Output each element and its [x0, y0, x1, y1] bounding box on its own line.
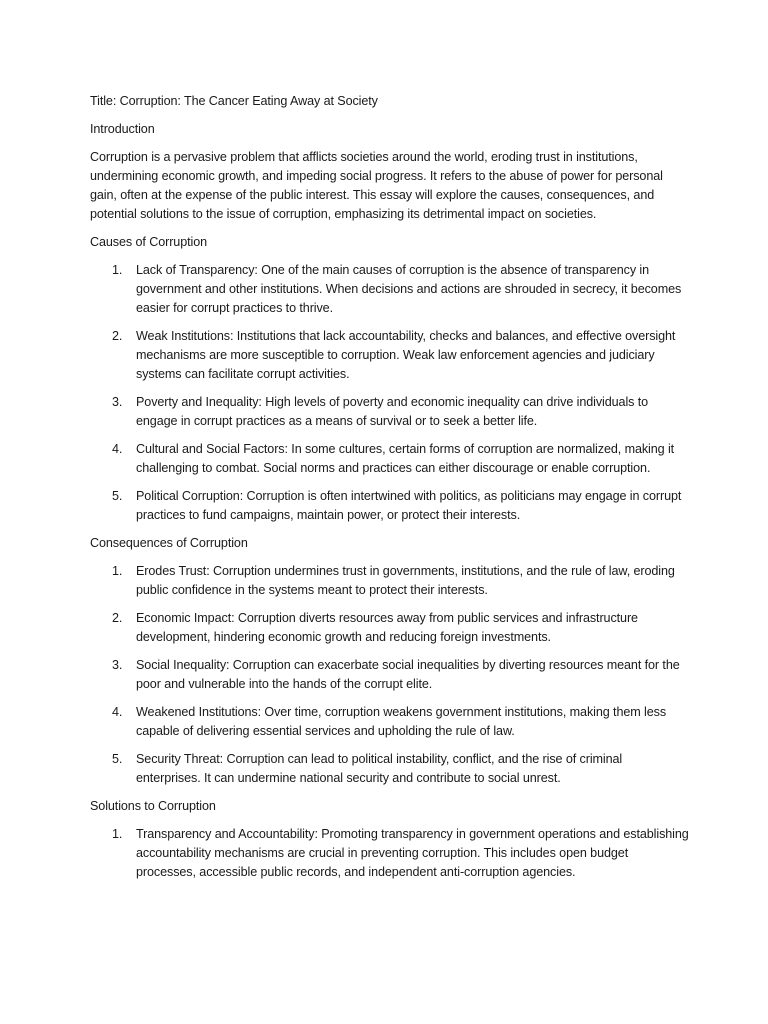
- list-number: 1.: [112, 263, 123, 277]
- introduction-paragraph: Corruption is a pervasive problem that afflicts societies around the world, eroding trust in institutions, undermining economic growth, and impeding social progress. It refers to the abuse of power for personal gain, often at the expense of the public interest. This essay will explore the causes, consequences, and potential solutions to the issue of corruption, emphasizing its detrimental impact on societies.: [90, 150, 663, 221]
- list-number: 2.: [112, 611, 123, 625]
- list-item: [90, 656, 690, 694]
- list-number: 3.: [112, 658, 123, 672]
- list-item-text: Weakened Institutions: Over time, corruption weakens government institutions, making them less capable of delivering essential services and upholding the rule of law.: [136, 705, 667, 738]
- list-number: 1.: [112, 564, 123, 578]
- list-item: [90, 825, 690, 882]
- list-item-text: Social Inequality: Corruption can exacerbate social inequalities by diverting resources meant for the poor and vulnerable into the hands of the corrupt elite.: [136, 658, 680, 691]
- document-title: Title: Corruption: The Cancer Eating Away at Society: [90, 94, 378, 108]
- list-number: 4.: [112, 442, 123, 456]
- list-item: [90, 609, 690, 647]
- list-item: [90, 487, 690, 525]
- causes-list: [90, 261, 690, 525]
- list-item-text: Political Corruption: Corruption is often intertwined with politics, as politicians may engage in corrupt practices to fund campaigns, maintain power, or protect their interests.: [136, 489, 682, 522]
- list-item: [90, 562, 690, 600]
- list-item: [90, 261, 690, 318]
- section-heading-consequences: Consequences of Corruption: [90, 536, 248, 550]
- list-number: 1.: [112, 827, 123, 841]
- list-item-text: Cultural and Social Factors: In some cultures, certain forms of corruption are normalized, making it challenging to combat. Social norms and practices can either discourage or enable corruption.: [136, 442, 675, 475]
- list-item-text: Erodes Trust: Corruption undermines trust in governments, institutions, and the rule of law, eroding public confidence in the systems meant to protect their interests.: [136, 564, 675, 597]
- list-number: 4.: [112, 705, 123, 719]
- list-number: 5.: [112, 489, 123, 503]
- list-item: [90, 393, 690, 431]
- list-item-text: Poverty and Inequality: High levels of poverty and economic inequality can drive individuals to engage in corrupt practices as a means of survival or to seek a better life.: [136, 395, 649, 428]
- list-item: [90, 440, 690, 478]
- list-item: [90, 327, 690, 384]
- list-number: 3.: [112, 395, 123, 409]
- list-item: [90, 750, 690, 788]
- list-number: 2.: [112, 329, 123, 343]
- list-item-text: Security Threat: Corruption can lead to political instability, conflict, and the rise of criminal enterprises. It can undermine national security and contribute to social unrest.: [136, 752, 623, 785]
- consequences-list: [90, 562, 690, 788]
- list-number: 5.: [112, 752, 123, 766]
- list-item-text: Lack of Transparency: One of the main causes of corruption is the absence of transparency in government and other institutions. When decisions and actions are shrouded in secrecy, it becomes easier for corrupt practices to thrive.: [136, 263, 682, 315]
- document-page: [90, 92, 690, 891]
- list-item-text: Economic Impact: Corruption diverts resources away from public services and infrastructure development, hindering economic growth and reducing foreign investments.: [136, 611, 638, 644]
- list-item-text: Weak Institutions: Institutions that lack accountability, checks and balances, and effective oversight mechanisms are more susceptible to corruption. Weak law enforcement agencies and judiciary systems can facilitate corrupt activities.: [136, 329, 676, 381]
- section-heading-introduction: Introduction: [90, 122, 155, 136]
- list-item: [90, 703, 690, 741]
- section-heading-causes: Causes of Corruption: [90, 235, 208, 249]
- section-heading-solutions: Solutions to Corruption: [90, 799, 216, 813]
- list-item-text: Transparency and Accountability: Promoting transparency in government operations and establishing accountability mechanisms are crucial in preventing corruption. This includes open budget processes, accessible public records, and independent anti-corruption agencies.: [136, 827, 689, 879]
- solutions-list: [90, 825, 690, 882]
